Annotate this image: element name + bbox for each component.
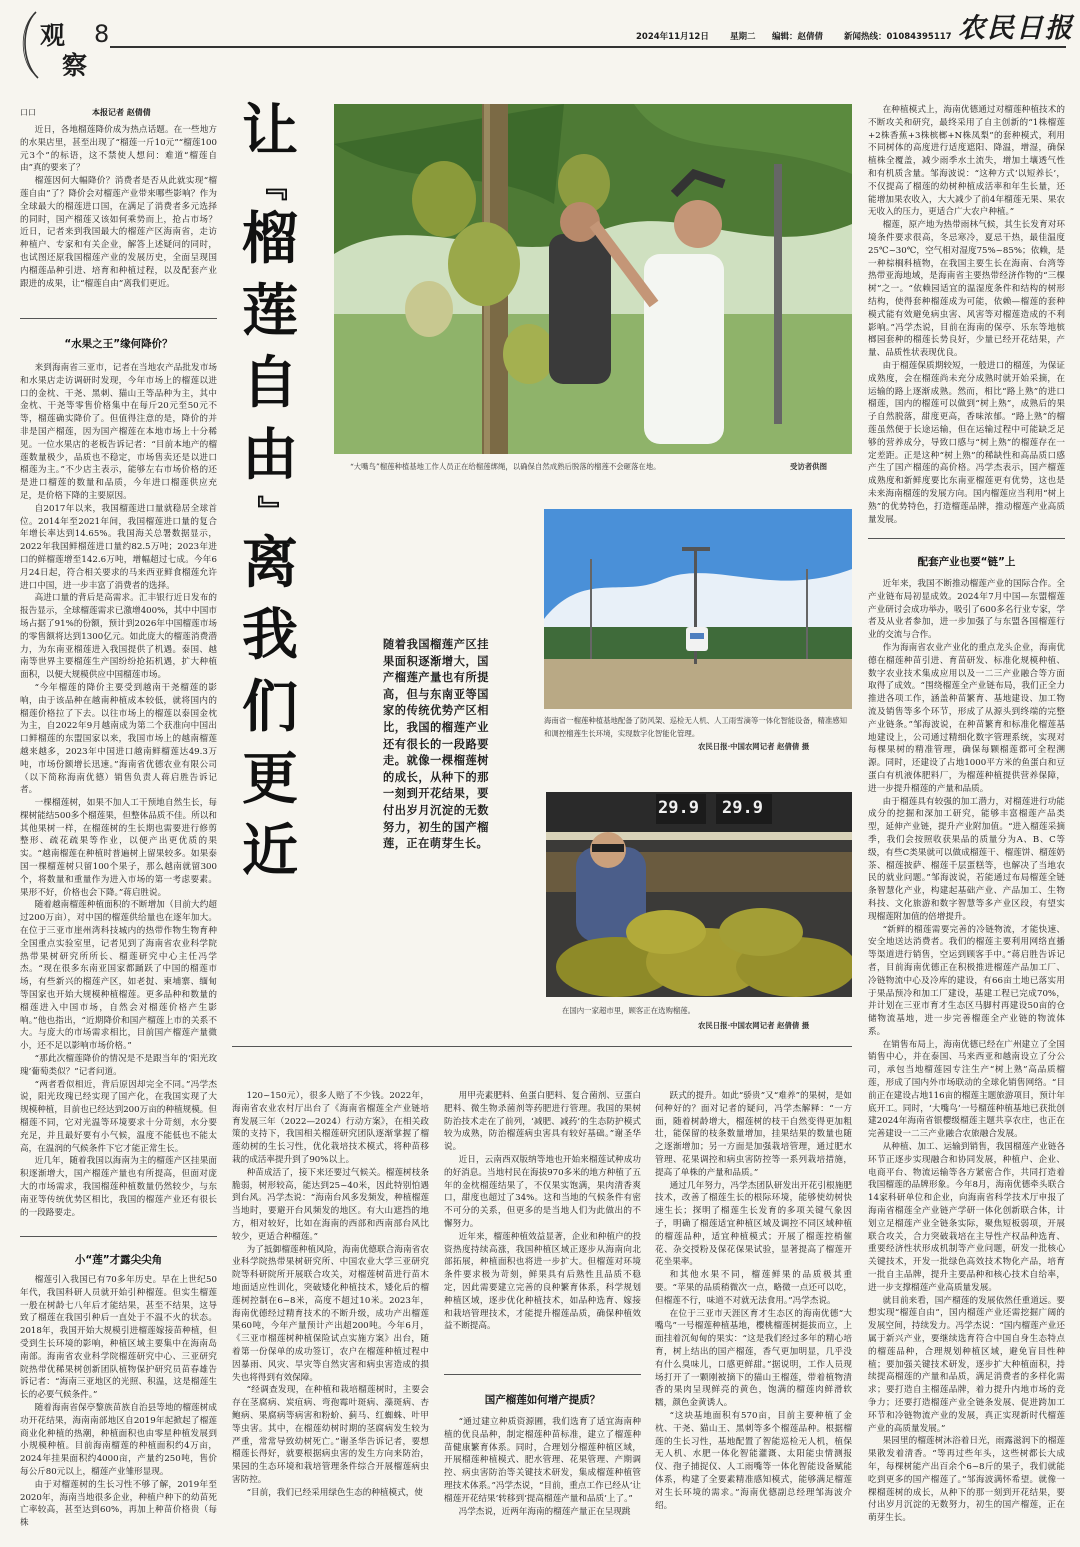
byline-prefix: 口口 [20,108,36,117]
section-char-2: 察 [62,51,88,80]
paragraph: 用甲壳素肥料、鱼蛋白肥料、复合菌剂、豆蛋白肥料、微生物杀菌剂等药肥进行管理。我国的果树防治技术走在了前列，‘减肥、减药’的生态防护模式较为成熟，防治榴莲病虫害具有较好基础。”谢圣华说。 [444,1091,641,1153]
headline-char: 我 [242,603,298,668]
photo1-caption: “大嘴鸟”榴莲种植基地工作人员正在给榴莲绑绳，以确保自然成熟后脱落的榴莲不会砸落在地。 [350,462,661,471]
photo3-caption: 在国内一家超市里，顾客正在选购榴莲。 [562,1006,696,1015]
bottom-divider [232,1046,852,1047]
paragraph: 由于对榴莲树的生长习性不够了解，2019年至2020年，海南当地很多企业，种植户种下的幼苗死亡率较高，甚至达到60%，再加上种苗价格贵（每株 [20,1479,217,1529]
header-editor: 编辑：赵倩倩 [772,32,824,42]
col1-section-2 [20,1274,217,1530]
paragraph: 近年来，我国不断推动榴莲产业的国际合作。全产业链布局初显成效。2024年7月中国—东盟榴莲产业研讨会成功举办，吸引了600多名行业专家，学者及从业者参加，进一步加强了与东盟各国榴莲行业的交流与合作。 [868,579,1065,641]
paragraph: 榴莲引入我国已有70多年历史。早在上世纪50年代，我国科研人员就开始引种榴莲。但实生榴莲一般在树龄七八年后才能结果，甚至不结果，这导致了榴莲在我国引种后一直处于不温不火的状态。2018年，我国开始大规模引进榴莲嫁接苗种植，但受到生长环境的影响，种植区域主要集中在海南岛南部。海南省农业科学院榴莲研究中心、三亚研究院热带优稀果树创新团队植物保护研究员苗春雄告诉记者：“海南三亚地区的光照、积温，这是榴莲生长的必要气候条件。” [20,1275,217,1401]
paragraph: 和其他水果不同，榴莲鲜果的品质极其重要。“苹果的品质稍微次一点，略微一点还可以吃，但榴莲不行，味道不对就无法食用。”冯学杰说。 [655,1270,852,1306]
col3-text [444,1090,641,1333]
subheading-2: 小“莲”才露尖尖角 [74,1254,163,1266]
header-weekday: 星期二 [730,32,756,42]
headline-char: 榴 [242,207,298,272]
paragraph: 近日，各地榴莲降价成为热点话题。在一些地方的水果店里，甚至出现了“榴莲一斤10元”“榴莲100元3个”的标语，这不禁使人想问：难道“榴莲自由”真的要来了？ [20,125,217,174]
paragraph: 近年来，榴莲种植效益显著，企业和种植户的投资热度持续高涨，我国种植区域正逐步从海南向北部拓展，种植面积也将进一步扩大。但榴莲对环境条件要求极为苛刻，鲜果具有后熟性且品质不稳定，因此需要建立完善的良种繁育体系，科学规划种植区域，逐步优化种植技术，如品种选育、嫁接和栽培管理技术，才能提升榴莲品质，确保种植效益不断提高。 [444,1231,641,1332]
photo1-credit: 受访者供图 [790,462,827,471]
paragraph: 从种植、加工、运输到销售，我国榴莲产业链各环节正逐步实现融合和协同发展，种植户、企业、电商平台、物流运输等各方紧密合作，共同打造着我国榴莲的品牌形象。今年8月，海南优德牵头联合14家科研单位和企业，向海南省科学技术厅申报了海南省榴莲全产业链产学研一体化创新联合体，计划立足榴莲产业全链条实际，聚焦短板弱项，开展联合攻关，合力突破栽培在主导性产权品种选育、重要经济性状形成机制等产业问题，研发一批核心关键技术，开发一批绿色高效技术物化产品，培育一批自主品牌，提升主要品种和核心技术自给率，进一步支撑榴莲产业高质量发展。 [868,1142,1065,1293]
paragraph: 在位于三亚市天涯区育才生态区的海南优德“大嘴鸟”一号榴莲种植基地，樱桃榴莲树挺拔而立，上面挂着沉甸甸的果实：“这是我们经过多年的精心培育，树上结出的国产榴莲，香气更加明显，几乎没有什么臭味儿，口感更鲜甜。”据说明，工作人员现场打开了一颗刚被摘下的猫山王榴莲，带着植物清香的果肉呈现鲜亮的黄色，饱满的榴莲肉鲜滑软糯，颜色金黄诱人。 [655,1308,852,1409]
paragraph: 在种植模式上，海南优德通过对榴莲种植技术的不断攻关和研究，最终采用了自主创新的“1株榴莲+2株香蕉+3株槟榔+N株凤梨”的套种模式，利用不同树体的高度进行适度遮阳、降温，增湿，确保植株全覆盖，减少雨季水土流失，增加土壤透气性和有机质含量。邹海波说：“这种方式‘以短养长’，不仅提高了榴莲的幼树种植成活率和年生长量，还能增加果农收入，大大减少了前4年榴莲无果、果农无收入的压力，更适合广大农户种植。” [868,105,1065,218]
paragraph: 就目前来看，国产榴莲的发展依然任重道远。要想实现“榴莲自由”，国内榴莲产业还需挖掘广阔的发展空间，持续发力。冯学杰说：“国内榴莲产业还属于新兴产业，要继续选育符合中国自身生态特点的榴莲品种，合理规划种植区域，避免盲目性种植；要加强关键技术研发，逐步扩大种植面积，持续提高榴莲的产量和品质，满足消费者的多样化需求；要打造自主榴莲品牌，着力提升内地市场的竞争力；还要打造榴莲产业全链条发展、促进跨加工环节和冷链物流产业的发展，真正实现新时代榴莲产业的高质量发展。” [868,1295,1065,1434]
paragraph: 高进口量的背后是高需求。汇丰银行近日发布的报告显示，全球榴莲需求已激增400%，其中中国市场占据了91%的份额，预计到2026年中国榴莲市场的零售额将达到1300亿元。如此庞大的榴莲消费潜力，为东南亚榴莲进入我国提供了机遇。泰国、越南等世界主要榴莲生产国纷纷抢拓机遇，扩大种植面积，以便大规模供应中国榴莲市场。 [20,593,217,681]
headline-char: 们 [242,675,298,740]
sub1-rule [20,318,217,319]
col4-text [655,1090,852,1512]
headline-char: 近 [242,819,298,884]
subheading-1: “水果之王”缘何降价？ [64,338,173,350]
headline [238,96,302,888]
paragraph: 自2017年以来，我国榴莲进口量就稳居全球首位。2014年至2021年间，我国榴莲进口量的复合年增长率达到14.65%。我国海关总署数据显示，2022年我国鲜榴莲进口量约82.5万吨；2023年进口的鲜榴莲增至142.6万吨，增幅超过七成。今年6月24日起，符合相关要求的马来西亚鲜食榴莲允许进口中国，进一步丰富了消费者的选择。 [20,503,217,591]
sub3-rule [868,538,1065,539]
section-badge [16,6,110,82]
paragraph: “今年榴莲的降价主要受到越南干尧榴莲的影响，由于该品种在越南种植成本较低，就将国内的榴莲价格拉了下去。以往市场上的榴莲以泰国金枕为主，自2022年9月越南成为第二个获准向中国出口鲜榴莲的东盟国家以来，我国市场上的越南榴莲越来越多，2023年中国进口越南鲜榴莲达49.3万吨，市场份额增长迅速。”海南省优德农业有限公司（以下简称海南优德）销售负责人蒋启胜告诉记者。 [20,682,217,796]
price-tag-1: 29.9 [658,798,699,818]
col3-section-4 [444,1416,641,1518]
paragraph: “两者看似相近，背后原因却完全不同。”冯学杰说，阳光玫瑰已经实现了国产化，在我国实现了大规模种植，目前也已经达到200万亩的种植规模。但榴莲不同，它对光温等环境要求十分苛刻，水分要充足，并且最好要有小气候，温度不能低也不能太高，在温润的气候条件下它才能正常生长。 [20,1079,217,1154]
paragraph: 一棵榴莲树，如果不加人工干预地自然生长，每棵树能结500多个榴莲果，但整体品质不佳。所以和其他果树一样，在榴莲树的生长期也需要进行修剪整形、疏花疏果等作业，以便产出更优质的果实。“越南榴莲在种植时普遍树上留果较多。如果泰国一棵榴莲树只留100个果子，那么越南就留300个，将数量和重量作为进入市场的第一考虑要素。果形不好，价格也会下降。”蒋启胜说。 [20,798,217,898]
photo-smart-orchard [544,509,852,709]
col2-text [232,1090,429,1500]
col5-top [868,104,1065,526]
paragraph: 由于榴莲保质期较短，一般进口的榴莲，为保证成熟度，会在榴莲尚未充分成熟时就开始采摘，在运输的路上逐渐成熟。然而，相比“路上熟”的进口榴莲，国内的榴莲可以做到“树上熟”，成熟后的果子自然脱落，甜度更高，香味浓郁。“路上熟”的榴莲虽然便于长途运输，但在运输过程中可能缺乏足够的营养成分，导致口感与“树上熟”的榴莲存在一定差距。正是这种“树上熟”的稀缺性和高品质口感产生了国产榴莲的高价格。冯学杰表示，国产榴莲成熟度和新鲜度要比东南亚榴莲更有优势，这也是未来海南榴莲的发展方向。国内榴莲应当利用“树上熟”的优势特色，打造榴莲品牌，推动榴莲产业高质量发展。 [868,360,1065,525]
headline-char: 由 [242,423,298,488]
photo2-credit: 农民日报·中国农网记者 赵倩倩 摄 [698,742,810,751]
headline-char: 自 [242,351,298,416]
paragraph: 120~150元），很多人赔了不少钱。2022年，海南省农业农村厅出台了《海南省榴莲全产业链培育发展三年（2022—2024）行动方案》，在相关政策的支持下，我国相关榴莲研究团队逐渐掌握了榴莲幼树的生长习性，优化栽培技术模式，将种苗移栽的成活率提升到了90%以上。 [232,1091,429,1165]
photo2-caption: 海南省一榴莲种植基地配备了防风架、巡检无人机、人工雨雪滴等一体化智能设备，精准感知和调控榴莲生长环境，实现数字化智能化管理。 [544,716,848,738]
paragraph: 跃式的提升。如此“骄贵”又“难养”的果树，是如何种好的？面对记者的疑问，冯学杰解释：“一方面，随着树龄增大，榴莲树的枝干自然变得更加粗壮，能保留的枝条数量增加，挂果结果的数量也随之逐渐增加；另一方面是加强栽培管理，通过肥水管理、花果调控和病虫害防控等一系列栽培措施，提高了单株的产量和品质。” [655,1091,852,1178]
paragraph: 来到海南省三亚市，记者在当地农产品批发市场和水果店走访调研时发现，今年市场上的榴莲以进口的金枕、干尧、黑刺、猫山王等品种为主，其中金枕、干尧等零售价格集中在每斤20元至50元不等，榴莲确实降价了。但值得注意的是，降价的并非是国产榴莲，因为国产榴莲在本地市场上十分稀见。一位水果店的老板告诉记者：“目前本地产的榴莲数量极少，品质也不稳定，市场售卖还是以进口榴莲为主。”不少店主表示，能够左右市场价格的还是进口榴莲的数量和品质，今年进口榴莲供应充足，是价格下降的主要原因。 [20,363,217,501]
paragraph: 近几年，随着我国以海南为主的榴莲产区挂果面积逐渐增大，国产榴莲产量也有所提高，但面对庞大的市场需求，我国榴莲种植数量仍然较少，与东南亚等传统优势区相比，我国的榴莲产业还有很长的一段路要走。 [20,1156,217,1218]
paragraph: “通过建立种质资源圃，我们选育了适宜海南种植的优良品种，制定榴莲种苗标准，建立了榴莲种苗健康繁育体系。同时，合理划分榴莲种植区域，开展榴莲种植模式、肥水管理、花果管理、产期调控、病虫害防治等关键技术研发，集成榴莲种植管理技术体系。”冯学杰说，“目前，重点工作已经从‘让榴莲开花结果’转移到‘提高榴莲产量和品质’上了。” [444,1417,641,1504]
sub2-rule [20,1236,217,1237]
paragraph: 为了抵御榴莲种植风险，海南优德联合海南省农业科学院热带果树研究所、中国农业大学三亚研究院等科研院所开展联合攻关，对榴莲树苗进行苗木地面适应性训化，突破矮化种植技术，矮化后的榴莲树控制在6~8米，高度不超过10米。2023年，海南优德经过精育技术的不断升级，成功产出榴莲果60吨，今年产量预计产出超200吨。今年6月，《三亚市榴莲树种植保险试点实施方案》出台，随着第一份保单的成功签订，农户在榴莲种植过程中因暴雨、风灾、旱灾等自然灾害和病虫害造成的损失也将得到有效保障。 [232,1244,429,1383]
paragraph: 在销售布局上，海南优德已经在广州建立了全国销售中心，并在泰国、马来西亚和越南设立了分公司，承包当地榴莲园专注生产“树上熟”高品质榴莲，形成了国内外市场联动的全球化销售网络。“目前正在建设占地116亩的榴莲主题旅游项目，预计年底开工。同时，‘大嘴鸟’一号榴莲种植基地已获批创建2024年海南省银樱级榴莲主题共享农庄，也正在完善建设一二三产业融合农旅融合发展。 [868,1039,1065,1140]
paragraph: “那此次榴莲降价的情况是不是跟当年的‘阳光玫瑰’葡萄类似？”记者问道。 [20,1054,217,1077]
sub4-rule [444,1374,641,1375]
photo3-credit: 农民日报·中国农网记者 赵倩倩 摄 [698,1021,810,1030]
page-number: 8 [94,20,110,48]
paragraph: 种苗成活了，接下来还要过气候关。榴莲树枝条脆弱，树形较高，能达到25~40米，因此特别怕遇到台风。冯学杰说：“海南台风多发频发，种植榴莲当地时，要避开台风频发的地区。有大山遮挡的地方，相对较好，比如在海南的西部和西南部台风比较少，更适合种榴莲。” [232,1167,429,1242]
photo-supermarket [546,792,852,997]
header-hotline: 新闻热线：01084395117 [844,32,952,42]
headline-char: 离 [242,531,298,596]
paragraph: 榴莲，原产地为热带雨林气候，其生长发育对环境条件要求很高，冬忌寒冷，夏忌干热，最佳温度25℃~30℃，空气相对湿度75%~85%；依赖，是一种棕榈科植物，在我国主要生长在海南、台湾等热带亚海地域，是海南省主要热带经济作物的“三棵树”之一。“依赖园适宜的温湿度条件和结构的树形结构，使得套种榴莲成为可能，依赖—榴莲的套种模式能有效避免病虫害、风害等对榴莲造成的不利影响。”冯学杰说，目前在海南的保亭、乐东等地槟榔园套种的榴莲长势良好，少量已经开花结果，产量、品质性状表现优良。 [868,220,1065,359]
paragraph: 随着海南省保亭黎族苗族自治县等地的榴莲树成功开花结果，海南南部地区自2019年起掀起了榴莲商业化种植的热潮，种植面积也由零星种植发展到小规模种植。目前海南榴莲的种植面积约4万亩，2024年挂果面积约4000亩，产量约250吨，售价每公斤80元以上，榴莲产业雏形显现。 [20,1402,217,1477]
col1-intro [20,124,217,290]
paragraph: 由于榴莲具有较强的加工潜力，对榴莲进行功能成分的挖掘和深加工研究，能够丰富榴莲产品类型，延伸产业链，提升产业附加值。“进入榴莲采摘季，我们会按照收获果品的质量分为A、B、C等级，有些C类果就可以做成榴莲干、榴莲饼、榴莲奶茶、榴莲披萨、榴莲千层蛋糕等，也解决了当地农民的就业问题。”邹海波说，若能通过布局榴莲全链条智慧化产业，构建起基础产业、产品加工、生物科技、文化旅游和数字智慧等多产业区段，有望实现榴莲附加值的倍增提升。 [868,796,1065,922]
paragraph: 作为海南省农业产业化的重点龙头企业，海南优德在榴莲种苗引进、育苗研发、标准化规模种植、数字农业技术集成应用以及一二三产业融合等方面取得了成效。“围绕榴莲全产业链布局，我们正全力推进各项工作，涵盖种苗繁育、基地建设、加工物流及销售等多个环节，形成了从源头到终端的完整产业链条。”邹海波说，在种苗繁育和标准化榴莲基地建设上，公司通过精细化数字管理系统，实现对每棵果树的精准管理，确保每颗榴莲都可全程溯源。同时，还建设了占地1000平方米的鱼蛋白和豆蛋白有机液体肥料厂，为榴莲种植提供营养保障，进一步提升榴莲的产量和品质。 [868,642,1065,794]
paragraph: “新鲜的榴莲需要完善的冷链物流，才能快速、安全地送达消费者。我们的榴莲主要利用网络直播等渠道进行销售，空运到顾客手中。”蒋启胜告诉记者，目前海南优德正在积极推进榴莲产品加工厂、冷链物流中心及冷库的建设，有66亩土地已落实用于果品预冷和加工厂建设，基建工程已完成70%，并计划在三亚市育才生态区马脚村再建设50亩的仓储物流基地，进一步完善榴莲全产业链的物流体系。 [868,924,1065,1037]
col1-section-1 [20,362,217,1219]
paragraph: “经调查发现，在种植和栽培榴莲树时，主要会存在茎腐病、炭疽病、弯孢霉叶斑病、藻斑病、杏鲍病、果腐病等病害和粉蚧、蓟马、红蜘蛛、叶甲等虫害。其中，在榴莲幼树时期的茎腐病发生较为严重，常常导致幼树死亡。”谢圣华告诉记者，要想榴莲长得好，就要根据病虫害的发生方向来防治，果园的生态环境和栽培管理条件综合开展榴莲病虫害防控。 [232,1385,429,1485]
subheading-3: 配套产业也要“链”上 [917,556,1016,568]
col5-section-3 [868,578,1065,1525]
paragraph: 通过几年努力，冯学杰团队研发出开花引根施肥技术，改善了榴莲生长的根际环境，能够使幼树快速生长；探明了榴莲生长发育的多项关键气象因子，明确了榴莲适宜种植区域及调控不同区域种植的榴莲品种，适宜种植模式；开展了榴莲控梢催花、杂交授粉及保花保果试验，显著提高了榴莲开花坐果率。 [655,1180,852,1268]
paragraph: 冯学杰说，近两年海南的榴莲产量正在呈现跳 [458,1506,631,1517]
price-tag-2: 29.9 [722,798,763,818]
newspaper-logo: 农民日报 [958,13,1074,44]
headline-char: 让 [242,99,298,164]
paragraph: 近日，云南西双版纳等地也开始来榴莲试种成功的好消息。当地村民在海拔970多米的地方种植了五年的金枕榴莲结果了，不仅果实饱满，果肉清香爽口，甜度也超过了34%。这和当地的气候条件有密不可分的关系，但更多的是当地人们为此做出的不懈努力。 [444,1154,641,1229]
section-char-1: 观 [40,21,66,50]
headline-char: 更 [242,747,298,812]
paragraph: 榴莲因何大幅降价？消费者是否从此就实现“榴莲自由”了？降价会对榴莲产业带来哪些影响？作为全球最大的榴莲进口国，在满足了消费者多元选择的同时，国产榴莲又该如何乘势而上，抢占市场？近日，记者来到我国最大的榴莲产区海南省，走访种植户、专家和有关企业，解答上述疑问的同时，也试图还原我国榴莲产业的发展历史，全面呈现国内榴莲品种引进、培育和种植过程，以及配套产业跟进的成果，让“榴莲自由”离我们更近。 [20,176,217,289]
paragraph: “这块基地面积有570亩，目前主要种植了金枕、干尧、猫山王、黑刺等多个榴莲品种。根据榴莲的生长习性，基地配置了智能巡检无人机，植保无人机、水肥一体化智能灌溉、太阳能虫情测报仪、孢子捕捉仪、人工雨嘴等一体化智能设备赋能体系，构建了全要素精准感知模式，能够满足榴莲对生长环境的需求。”海南优德副总经理邹海波介绍。 [655,1410,852,1511]
paragraph: “目前，我们已经采用绿色生态的种植模式，使 [246,1487,423,1498]
header-date: 2024年11月12日 [636,32,709,42]
headline-char: 『 [253,171,288,201]
paragraph: 随着越南榴莲种植面积的不断增加（目前大约超过200万亩），对中国的榴莲供给量也在逐年加大。在位于三亚市崖州湾科技城内的热带作物生物育种全国重点实验室里，记者见到了海南省农业科学院热带果树研究所所长、榴莲研究中心主任冯学杰。“现在很多东南亚国家都踊跃了中国的榴莲市场，有些新兴的榴莲产区，如老挝、柬埔寨、缅甸等国家也开始大规模种植榴莲。更多品种和数量的榴莲进入中国市场，自然会对榴莲价格产生影响。”他也指出，“近期降价和国产榴莲上市的关系不大。与庞大的市场需求相比，目前国产榴莲产量微小，还不足以影响市场价格。” [20,900,217,1052]
paragraph: 果园里的榴莲树沐浴着日光，雨露滋润下的榴莲果散发着清香。“等再过些年头，这些树都长大成年，每棵树能产出百余个6~8斤的果子，我们就能吃到更多的国产榴莲了。”邹海波满怀希望。就像一棵榴莲树的成长，从种下的那一刻到开花结果，要付出岁月沉淀的无数努力，初生的国产榴莲，正在萌芽生长。 [868,1436,1065,1524]
header-rule [110,46,1066,48]
subheading-4: 国产榴莲如何增产提质？ [484,1394,601,1406]
headline-char: 』 [253,495,288,525]
headline-char: 莲 [242,279,298,344]
photo-durian-tree [334,104,852,454]
lead-paragraph: 随着我国榴莲产区挂果面积逐渐增大，国产榴莲产量也有所提高，但与东南亚等国家的传统优势产区相比，我国的榴莲产业还有很长的一段路要走。就像一棵榴莲树的成长，从种下的那一刻到开花结果，要付出岁月沉淀的无数努力，初生的国产榴莲，正在萌芽生长。 [383,637,489,851]
byline: 本报记者 赵倩倩 [92,107,151,117]
